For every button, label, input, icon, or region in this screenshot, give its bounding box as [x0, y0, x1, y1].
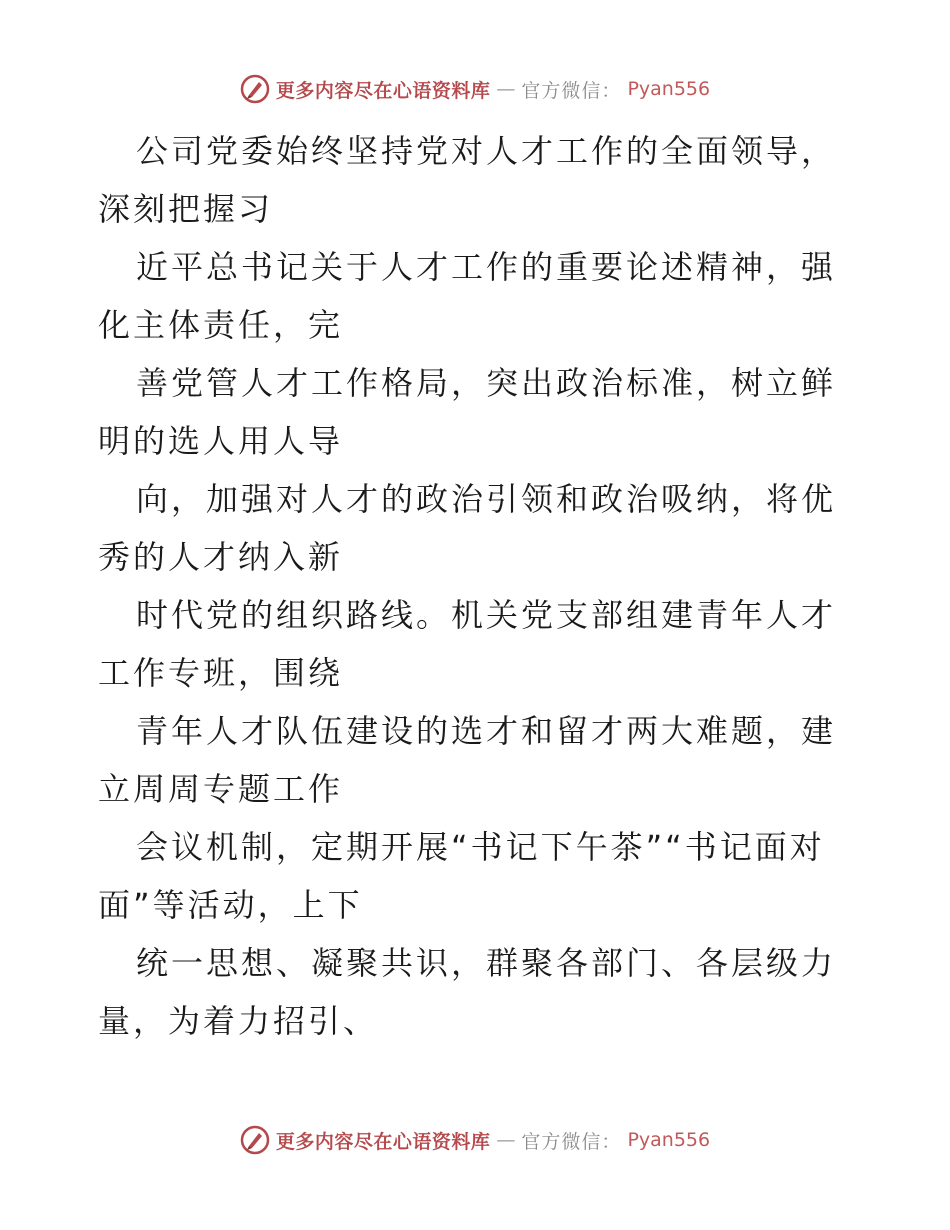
- paragraph: 青年人才队伍建设的选才和留才两大难题，建立周周专题工作: [98, 712, 837, 808]
- paragraph: 时代党的组织路线。机关党支部组建青年人才工作专班，围绕: [98, 596, 837, 692]
- paragraph: 向，加强对人才的政治引领和政治吸纳，将优秀的人才纳入新: [98, 480, 837, 576]
- watermark-main-text: 更多内容尽在心语资料库: [275, 1130, 491, 1153]
- watermark-dash: —: [496, 78, 516, 100]
- watermark-wechat-id: Pyan556: [627, 78, 711, 100]
- pen-logo-icon: [240, 1125, 270, 1155]
- paragraph: 会议机制，定期开展“书记下午茶”“书记面对面”等活动，上下: [98, 828, 825, 924]
- paragraph: 公司党委始终坚持党对人才工作的全面领导，深刻把握习: [98, 132, 837, 228]
- paragraph: 统一思想、凝聚共识，群聚各部门、各层级力量，为着力招引、: [98, 944, 837, 1040]
- watermark-dash: —: [496, 1129, 516, 1151]
- watermark-footer: [0, 1125, 950, 1155]
- watermark-header: [0, 74, 950, 104]
- document-body: [98, 122, 858, 1050]
- watermark-main-text: 更多内容尽在心语资料库: [275, 79, 491, 102]
- watermark-wechat-label: 官方微信：: [521, 79, 622, 102]
- paragraph: 善党管人才工作格局，突出政治标准，树立鲜明的选人用人导: [98, 364, 837, 460]
- pen-logo-icon: [240, 74, 270, 104]
- watermark-wechat-id: Pyan556: [627, 1129, 711, 1151]
- paragraph: 近平总书记关于人才工作的重要论述精神，强化主体责任，完: [98, 248, 837, 344]
- watermark-wechat-label: 官方微信：: [521, 1130, 622, 1153]
